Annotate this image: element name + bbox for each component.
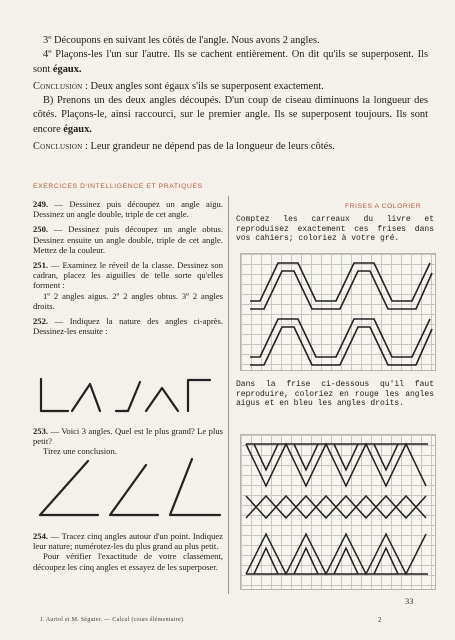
exercise-253-b: Tirez une conclusion. bbox=[43, 446, 117, 457]
footer-authors: J. Auriol et M. Séguier. — Calcul (cours élémentaire). bbox=[40, 616, 185, 623]
exercises-heading: EXERCICES D'INTELLIGENCE ET PRATIQUES bbox=[33, 183, 203, 190]
page-number: 33 bbox=[405, 596, 414, 606]
lesson-text bbox=[33, 34, 428, 154]
paragraph-b: B) Prenons un des deux angles découpés. D'un coup de ciseau diminuons la longueur des côtés. Plaçons-le, ainsi raccourci, sur le premier angle. Ils se superposent toujours. Ils sont encore égaux. bbox=[33, 95, 428, 135]
footer-sheet-number: 2 bbox=[378, 616, 382, 624]
step-4: 4º Plaçons-les l'un sur l'autre. Ils se cachent entièrement. On dit qu'ils se superposent. Ils sont égaux. bbox=[33, 49, 428, 75]
exercise-column bbox=[33, 199, 223, 336]
conclusion-2: Conclusion : Leur grandeur ne dépend pas de la longueur de leurs côtés. bbox=[33, 141, 335, 153]
exercise-column-2 bbox=[33, 426, 223, 457]
exercise-251: 251. — Examinez le réveil de la classe. Dessinez son cadran, placez les aiguilles de telle sorte qu'elles forment : bbox=[33, 260, 223, 291]
frise-zigzag-1 bbox=[240, 253, 434, 369]
angles-figure-252 bbox=[38, 376, 218, 416]
exercise-254-b: Pour vérifier l'exactitude de votre classement, découpez les cinq angles et essayez de les superposer. bbox=[33, 551, 223, 572]
frise-triangles-2 bbox=[240, 434, 434, 588]
step-3: 3º Découpons en suivant les côtés de l'angle. Nous avons 2 angles. bbox=[43, 35, 320, 46]
exercise-251-items: 1º 2 angles aigus. 2º 2 angles obtus. 3º 2 angles droits. bbox=[33, 290, 223, 311]
frise-coloring-instructions: Dans la frise ci-dessous qu'il faut reproduire, coloriez en rouge les angles aigus et en bleu les angles droits. bbox=[236, 380, 434, 409]
exercise-column-3 bbox=[33, 531, 223, 572]
frises-heading: FRISES A COLORIER bbox=[345, 203, 422, 210]
angles-figure-253 bbox=[36, 455, 226, 525]
exercise-249: 249. — Dessinez puis découpez un angle aigu. Dessinez un angle double, triple de cet angle. bbox=[33, 199, 223, 220]
exercise-253: 253. — Voici 3 angles. Quel est le plus grand? Le plus petit? bbox=[33, 426, 223, 447]
exercise-254: 254. — Tracez cinq angles autour d'un point. Indiquez leur nature; numérotez-les du plus grand au plus petit. bbox=[33, 531, 223, 552]
conclusion-1: Conclusion : Deux angles sont égaux s'ils se superposent exactement. bbox=[33, 80, 324, 92]
frises-instructions: Comptez les carreaux du livre et reproduisez exactement ces frises dans vos cahiers; coloriez à votre gré. bbox=[236, 215, 434, 244]
exercise-250: 250. — Dessinez puis découpez un angle obtus. Dessinez ensuite un angle double, triple de cet angle. Mettez de la couleur. bbox=[33, 224, 223, 255]
exercise-252: 252. — Indiquez la nature des angles ci-après. Dessinez-les ensuite : bbox=[33, 316, 223, 337]
